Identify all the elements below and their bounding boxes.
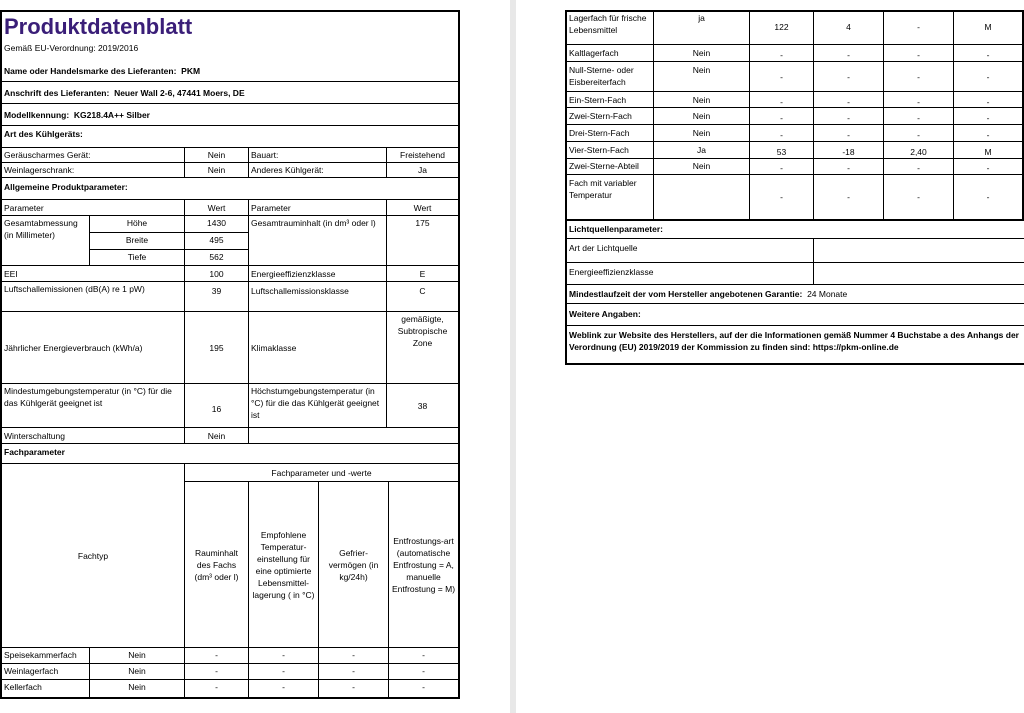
compartment-freeze: - (884, 62, 954, 92)
compartment-defrost: M (954, 142, 1022, 159)
eei-value: 100 (185, 266, 249, 282)
compartment-volume: - (185, 664, 249, 680)
compartment-temp: - (249, 664, 319, 680)
dim-width-value: 495 (185, 233, 249, 250)
compartment-present: Nein (654, 108, 750, 125)
compartment-freeze: - (884, 10, 954, 45)
compartment-temp: - (249, 648, 319, 664)
warranty-label: Mindestlaufzeit der vom Hersteller angebotenen Garantie: (569, 289, 803, 299)
compartment-present: Nein (654, 45, 750, 62)
compartment-volume: - (750, 175, 814, 220)
col-compartment-volume: Rauminhalt des Fachs (dm³ oder l) (185, 482, 249, 648)
compartment-defrost: M (954, 10, 1022, 45)
compartment-defrost: - (954, 45, 1022, 62)
compartment-type: Kellerfach (2, 680, 90, 697)
warranty-row (567, 285, 1024, 304)
compartment-temp: - (814, 125, 884, 142)
compartment-defrost: - (954, 62, 1022, 92)
compartment-volume: - (185, 648, 249, 664)
compartment-type: Speisekammerfach (2, 648, 90, 664)
compartment-temp: 4 (814, 10, 884, 45)
general-heading: Allgemeine Produktparameter: (2, 178, 458, 200)
col-compartment-freeze: Gefrier-vermögen (in kg/24h) (319, 482, 389, 648)
compartment-present: Nein (654, 125, 750, 142)
compartment-present (654, 175, 750, 220)
col-compartment-temp: Empfohlene Temperatur-einstellung für eine optimierte Lebensmittel-lagerung ( in °C) (249, 482, 319, 648)
compartment-volume: - (185, 680, 249, 697)
page-right (516, 0, 1024, 713)
winter-switch-label: Winterschaltung (2, 428, 185, 444)
compartment-temp: -18 (814, 142, 884, 159)
compartment-volume: 122 (750, 10, 814, 45)
light-heading: Lichtquellenparameter: (567, 220, 1024, 239)
compartment-volume: - (750, 45, 814, 62)
quiet-label: Geräuscharmes Gerät: (2, 148, 185, 163)
compartment-temp: - (814, 45, 884, 62)
compartment-group-header: Fachparameter und -werte (185, 464, 458, 482)
other-appliance-label: Anderes Kühlgerät: (249, 163, 387, 178)
energy-consumption-label: Jährlicher Energieverbrauch (kWh/a) (2, 312, 185, 384)
compartment-type: Zwei-Sterne-Abteil (567, 159, 654, 175)
compartment-temp: - (814, 159, 884, 175)
min-temp-label: Mindestumgebungstemperatur (in °C) für die das Kühlgerät geeignet ist (2, 384, 185, 428)
compartment-volume: - (750, 92, 814, 108)
min-temp-value: 16 (185, 384, 249, 428)
compartment-type: Ein-Stern-Fach (567, 92, 654, 108)
eei-label: EEI (2, 266, 185, 282)
wine-cabinet-label: Weinlagerschrank: (2, 163, 185, 178)
supplier-value: PKM (181, 65, 201, 76)
col-value-2: Wert (387, 200, 458, 216)
compartment-freeze: - (884, 125, 954, 142)
address-value: Neuer Wall 2-6, 47441 Moers, DE (114, 87, 245, 98)
compartment-temp: - (814, 108, 884, 125)
compartment-temp: - (814, 92, 884, 108)
compartment-type: Kaltlagerfach (567, 45, 654, 62)
compartment-temp: - (249, 680, 319, 697)
compartment-defrost: - (954, 92, 1022, 108)
compartment-present: Nein (90, 648, 185, 664)
dim-height-value: 1430 (185, 216, 249, 233)
dim-width-label: Breite (90, 233, 185, 250)
compartment-defrost: - (954, 125, 1022, 142)
compartment-present: Ja (654, 142, 750, 159)
compartment-defrost: - (389, 664, 458, 680)
compartment-freeze: - (884, 45, 954, 62)
compartment-temp: - (814, 62, 884, 92)
construction-label: Bauart: (249, 148, 387, 163)
compartment-freeze: - (319, 680, 389, 697)
page-title: Produktdatenblatt (4, 14, 193, 39)
compartment-freeze: - (319, 648, 389, 664)
compartment-freeze: - (319, 664, 389, 680)
dim-depth-label: Tiefe (90, 250, 185, 266)
dim-height-label: Höhe (90, 216, 185, 233)
model-label: Modellkennung: (4, 109, 70, 120)
compartment-volume: - (750, 62, 814, 92)
page-left (0, 0, 510, 713)
appliance-type-heading: Art des Kühlgeräts: (2, 126, 458, 148)
compartment-type: Lagerfach für frische Lebensmittel (567, 10, 654, 45)
page-subtitle: Gemäß EU-Verordnung: 2019/2016 (4, 43, 139, 53)
compartment-present: Nein (654, 92, 750, 108)
supplier-label: Name oder Handelsmarke des Lieferanten: (4, 65, 177, 76)
noise-value: 39 (185, 282, 249, 312)
compartment-freeze: - (884, 175, 954, 220)
compartment-type: Zwei-Stern-Fach (567, 108, 654, 125)
address-label: Anschrift des Lieferanten: (4, 87, 110, 98)
model-row (2, 104, 458, 126)
compartment-freeze: 2,40 (884, 142, 954, 159)
further-info-heading: Weitere Angaben: (567, 304, 1024, 326)
compartment-present: ja (654, 10, 750, 45)
energy-consumption-value: 195 (185, 312, 249, 384)
col-compartment-defrost: Entfrostungs-art (automatische Entfrostung = A, manuelle Entfrostung = M) (389, 482, 458, 648)
dimensions-label: Gesamtabmessung (in Millimeter) (2, 216, 90, 266)
compartment-type: Drei-Stern-Fach (567, 125, 654, 142)
address-row (2, 82, 458, 104)
compartment-freeze: - (884, 159, 954, 175)
compartment-present: Nein (90, 680, 185, 697)
compartment-volume: - (750, 125, 814, 142)
max-temp-value: 38 (387, 384, 458, 428)
light-type-value (814, 239, 1024, 263)
compartment-defrost: - (422, 682, 425, 692)
other-appliance-value: Ja (387, 163, 458, 178)
compartment-present: Nein (654, 62, 750, 92)
compartment-present: Nein (654, 159, 750, 175)
climate-class-label: Klimaklasse (249, 312, 387, 384)
dim-depth-value: 562 (185, 250, 249, 266)
compartment-type: Weinlagerfach (2, 664, 90, 680)
total-volume-value: 175 (387, 216, 458, 266)
light-class-value (814, 263, 1024, 285)
compartment-temp: - (814, 175, 884, 220)
col-compartment-type: Fachtyp (2, 464, 185, 648)
compartment-heading: Fachparameter (2, 444, 458, 464)
quiet-value: Nein (185, 148, 249, 163)
compartment-present: Nein (90, 664, 185, 680)
energy-class-label: Energieeffizienzklasse (249, 266, 387, 282)
compartment-defrost: - (954, 159, 1022, 175)
noise-label: Luftschallemissionen (dB(A) re 1 pW) (2, 282, 185, 312)
noise-class-label: Luftschallemissionsklasse (249, 282, 387, 312)
compartment-defrost: - (954, 108, 1022, 125)
compartment-volume: - (750, 159, 814, 175)
warranty-value: 24 Monate (807, 289, 848, 299)
energy-class-value: E (387, 266, 458, 282)
compartment-defrost: - (954, 175, 1022, 220)
compartment-type: Fach mit variabler Temperatur (567, 175, 654, 220)
total-volume-label: Gesamtrauminhalt (in dm³ oder l) (249, 216, 387, 266)
compartment-freeze: - (884, 108, 954, 125)
compartment-freeze: - (884, 92, 954, 108)
weblink-text: Weblink zur Website des Herstellers, auf der die Informationen gemäß Nummer 4 Buchstabe a des Anhangs der Verordnung (EU) 2019/2019 der Kommission zu finden sind: https://pkm-online.de (569, 330, 1019, 352)
supplier-row (2, 60, 458, 82)
col-value: Wert (185, 200, 249, 216)
compartment-defrost: - (389, 648, 458, 664)
compartment-type: Vier-Stern-Fach (567, 142, 654, 159)
light-type-label: Art der Lichtquelle (567, 239, 814, 263)
winter-empty (249, 428, 458, 444)
max-temp-label: Höchstumgebungstemperatur (in °C) für die das Kühlgerät geeignet ist (249, 384, 387, 428)
light-class-label: Energieeffizienzklasse (567, 263, 814, 285)
construction-value: Freistehend (387, 148, 458, 163)
compartment-type: Null-Sterne- oder Eisbereiterfach (567, 62, 654, 92)
col-param-2: Parameter (249, 200, 387, 216)
winter-switch-value: Nein (185, 428, 249, 444)
compartment-volume: 53 (750, 142, 814, 159)
col-param: Parameter (2, 200, 185, 216)
wine-cabinet-value: Nein (185, 163, 249, 178)
noise-class-value: C (387, 282, 458, 312)
compartment-volume: - (750, 108, 814, 125)
climate-class-value: gemäßigte, Subtropische Zone (387, 312, 458, 384)
model-value: KG218.4A++ Silber (73, 109, 150, 120)
